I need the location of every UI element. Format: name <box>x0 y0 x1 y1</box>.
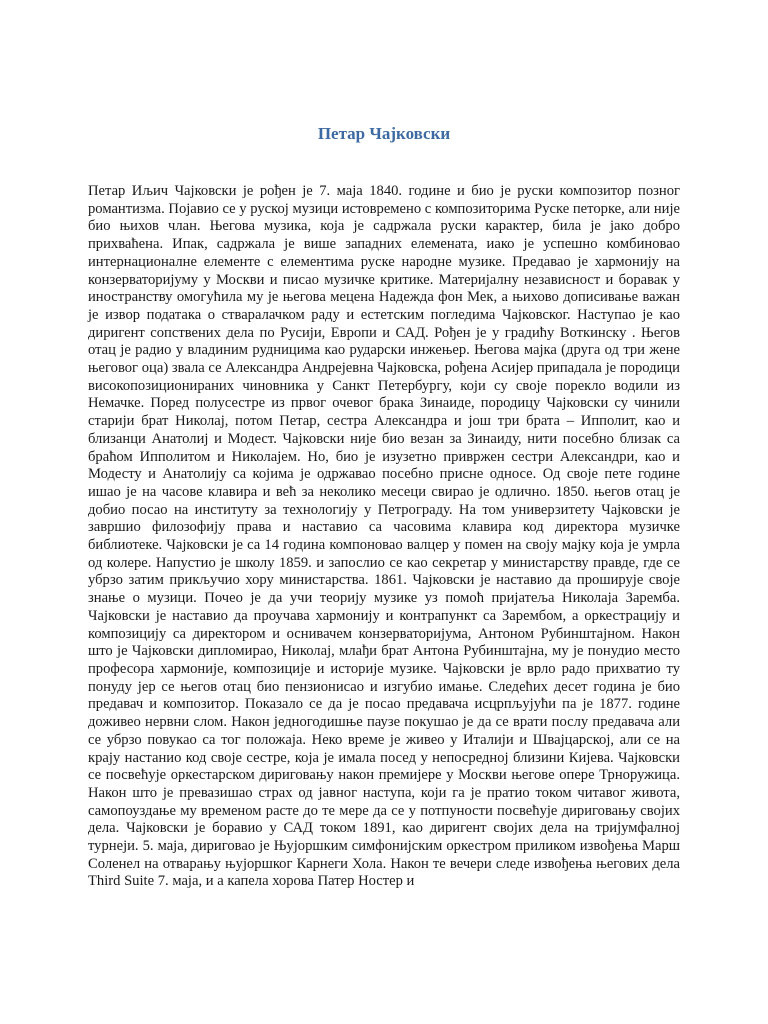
document-body-paragraph: Петар Иљич Чајковски је рођен је 7. маја 1840. године и био је руски композитор позног романтизма. Појавио се у руској музици истовремено с композиторима Руске петорке, али није био њихов члан. Његова музика, која је садржала руски карактер, била је јако добро прихваћена. Ипак, садржала је више западних елемената, иако је успешно комбиновао интернационалне елементе с елементима руске народне музике. Предавао је хармонију на конзерваторијуму у Москви и писао музичке критике. Материјалну независност и боравак у иностранству омогућила му је његова мецена Надежда фон Мек, а њихово дописивање важан је извор података о стваралачком раду и естетским погледима Чајковског. Наступао је као диригент сопствених дела по Русији, Европи и САД. Рођен је у градићу Воткинску . Његов отац је радио у владиним рудницима као рударски инжењер. Његова мајка (друга од три жене његовог оца) звала се Александра Андрејевна Чајковска, рођена Асијер припадала је породици високопозиционираних чиновника у Санкт Петербургу, који су своје порекло водили из Немачке. Поред полусестре из првог очевог брака Зинаиде, породицу Чајковски су чинили старији брат Николај, потом Петар, сестра Александра и још три брата – Ипполит, као и близанци Анатолиј и Модест. Чајковски није био везан за Зинаиду, нити посебно близак са браћом Ипполитом и Николајем. Но, био је изузетно привржен сестри Александри, као и Модесту и Анатолију са којима је одржавао посебно присне односе. Од своје пете године ишао је на часове клавира и већ за неколико месеци свирао је одлично. 1850. његов отац је добио посао на институту за технологију у Петрограду. На том универзитету Чајковски је завршио филозофију права и наставио са часовима клавира код директора музичке библиотеке. Чајковски је са 14 година компоновао валцер у помен на своју мајку која је умрла од колере. Напустио је школу 1859. и запослио се као секретар у министарству правде, где се убрзо затим прикључио хору министарства. 1861. Чајковски је наставио да проширује своје знање о музици. Почео је да учи теорију музике уз помоћ пријатеља Николаја Заремба. Чајковски је наставио да проучава хармонију и контрапункт са Зарембом, а оркестрацију и композицију са директором и оснивачем конзерваторијума, Антоном Рубинштајном. Након што је Чајковски дипломирао, Николај, млађи брат Антона Рубинштајна, му је понудио место професора хармоније, композиције и историје музике. Чајковски је врло радо прихватио ту понуду јер се његов отац био пензионисао и изгубио имање. Следећих десет година је био предавач и композитор. Показало се да је посао предавача исцрпљујући па је 1877. године доживео нервни слом. Након једногодишње паузе покушао је да се врати послу предавача али се убрзо повукао са тог положаја. Неко време је живео у Италији и Швајцарској, али се на крају настанио код своје сестре, која је имала посед у непосредној близини Кијева. Чајковски се посвећује оркестарском дириговању након премијере у Москви његове опере Трноружица. Након што је превазишао страх од јавног наступа, који га је пратио током читавог живота, самопоуздање му временом расте до те мере да се у потпуности посвећује дириговању својих дела. Чајковски је боравио у САД током 1891, као диригент својих дела на тријумфалној турнеји. 5. маја, дириговао је Њујоршким симфонијским оркестром приликом извођења Марш Соленел на отварању њујоршког Карнеги Хола. Након те вечери следе извођења његових дела Third Suite 7. маја, и а капела хорова Патер Ностер и <box>88 183 680 890</box>
document-title: Петар Чајковски <box>317 124 451 143</box>
